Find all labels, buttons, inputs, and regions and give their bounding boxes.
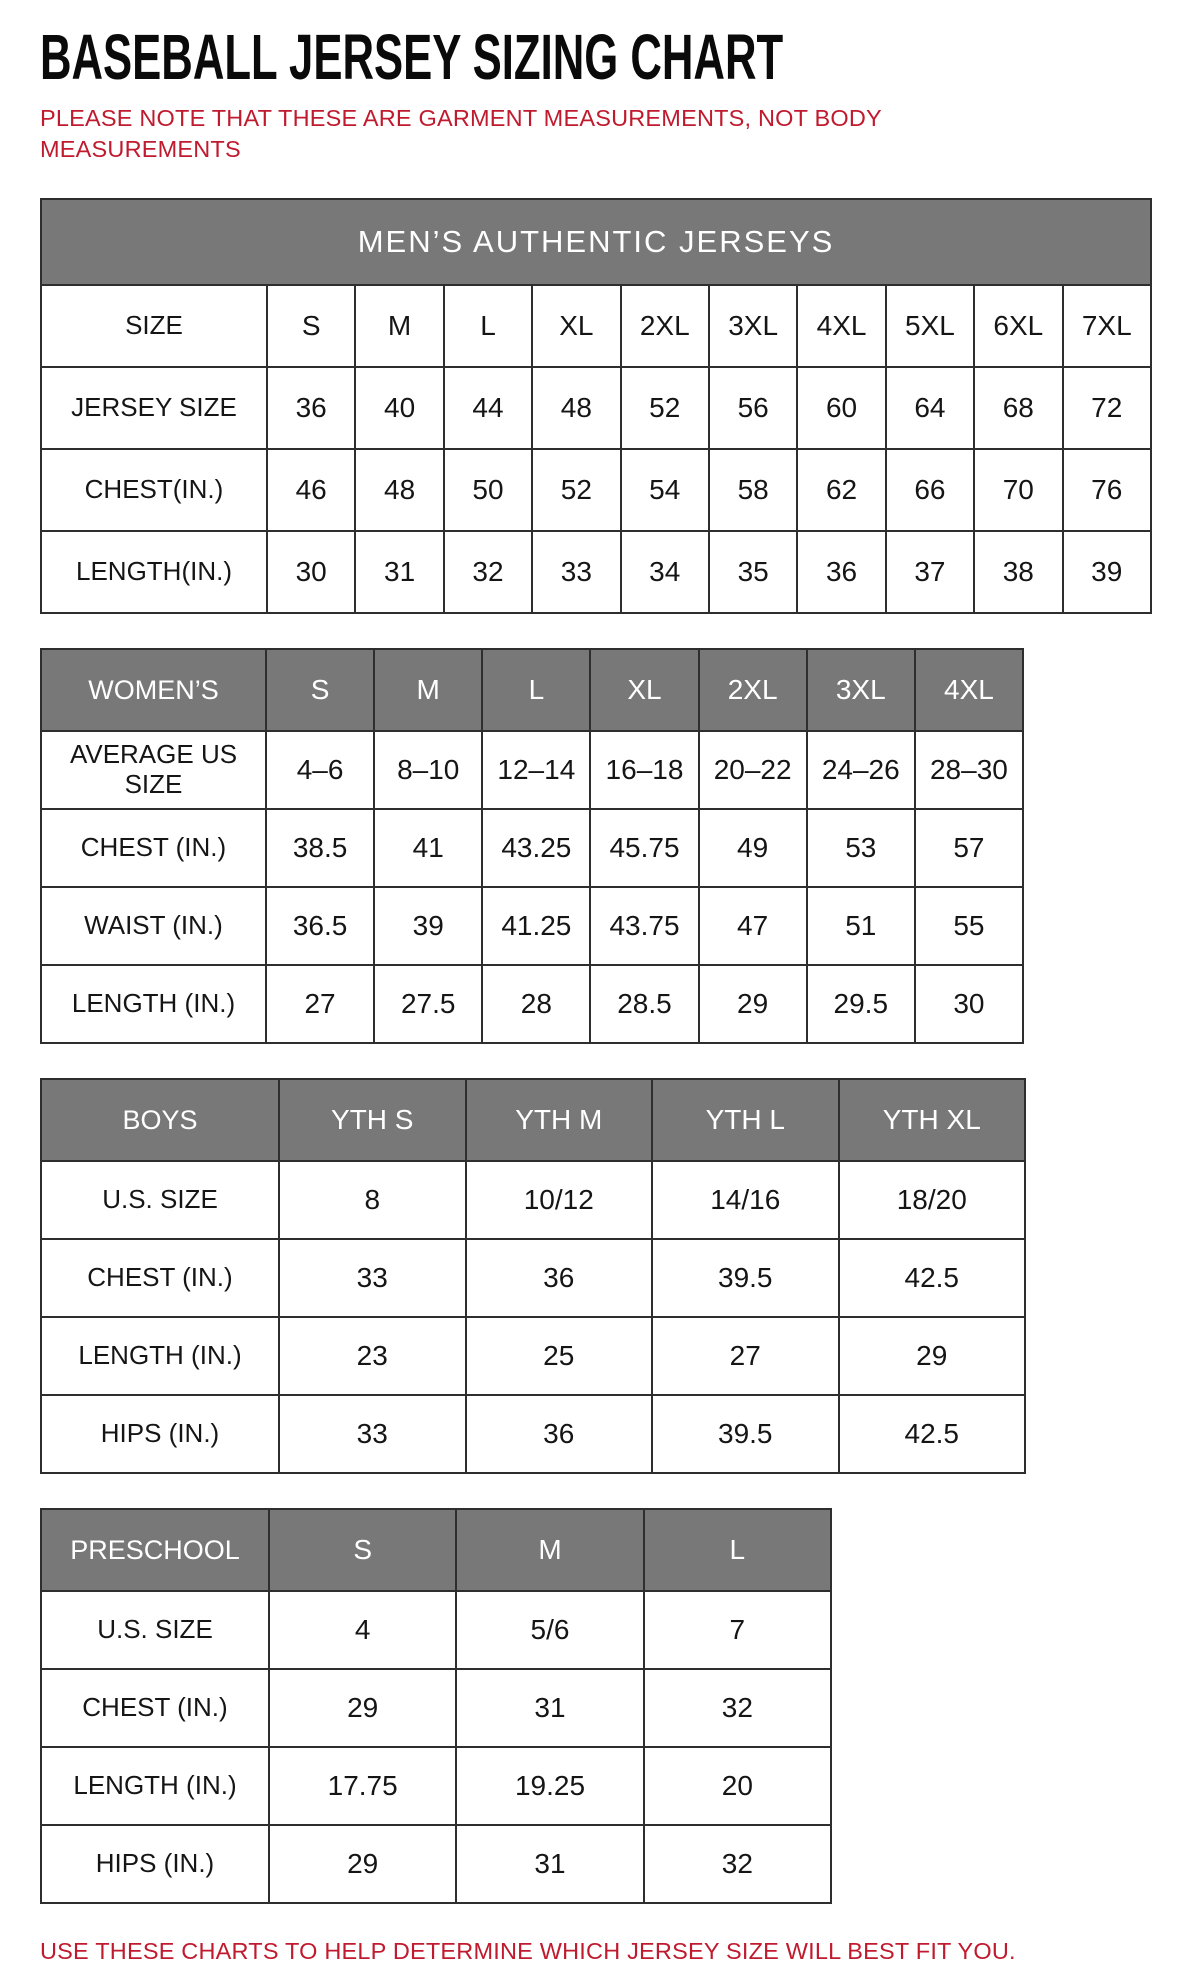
- womens-column-header: 3XL: [807, 649, 915, 731]
- mens-value-cell: L: [444, 285, 532, 367]
- boys-value-cell: 23: [279, 1317, 466, 1395]
- womens-value-cell: 12–14: [482, 731, 590, 809]
- page-title: BASEBALL JERSEY SIZING CHART: [40, 21, 784, 93]
- womens-header-label: WOMEN’S: [41, 649, 266, 731]
- mens-value-cell: 60: [797, 367, 885, 449]
- womens-row-label: WAIST (IN.): [41, 887, 266, 965]
- womens-column-header: S: [266, 649, 374, 731]
- preschool-row-label: U.S. SIZE: [41, 1591, 269, 1669]
- preschool-value-cell: 31: [456, 1669, 643, 1747]
- preschool-column-header: M: [456, 1509, 643, 1591]
- preschool-value-cell: 32: [644, 1825, 831, 1903]
- boys-row-label: LENGTH (IN.): [41, 1317, 279, 1395]
- mens-value-cell: 54: [621, 449, 709, 531]
- mens-row: [41, 531, 1151, 613]
- womens-row: [41, 731, 1023, 809]
- boys-row-label: HIPS (IN.): [41, 1395, 279, 1473]
- mens-value-cell: 35: [709, 531, 797, 613]
- womens-value-cell: 49: [699, 809, 807, 887]
- boys-value-cell: 25: [466, 1317, 653, 1395]
- mens-value-cell: 56: [709, 367, 797, 449]
- boys-row: [41, 1161, 1025, 1239]
- womens-value-cell: 41: [374, 809, 482, 887]
- mens-value-cell: 66: [886, 449, 974, 531]
- mens-value-cell: 38: [974, 531, 1062, 613]
- preschool-value-cell: 20: [644, 1747, 831, 1825]
- boys-value-cell: 18/20: [839, 1161, 1026, 1239]
- mens-value-cell: 37: [886, 531, 974, 613]
- boys-value-cell: 36: [466, 1239, 653, 1317]
- boys-row: [41, 1239, 1025, 1317]
- boys-value-cell: 42.5: [839, 1239, 1026, 1317]
- womens-value-cell: 45.75: [590, 809, 698, 887]
- preschool-row-label: LENGTH (IN.): [41, 1747, 269, 1825]
- preschool-header-label: PRESCHOOL: [41, 1509, 269, 1591]
- womens-value-cell: 57: [915, 809, 1023, 887]
- womens-value-cell: 20–22: [699, 731, 807, 809]
- boys-value-cell: 39.5: [652, 1239, 839, 1317]
- mens-row-label: CHEST(IN.): [41, 449, 267, 531]
- womens-value-cell: 16–18: [590, 731, 698, 809]
- womens-row: [41, 809, 1023, 887]
- preschool-value-cell: 29: [269, 1825, 456, 1903]
- boys-row: [41, 1317, 1025, 1395]
- boys-value-cell: 42.5: [839, 1395, 1026, 1473]
- womens-value-cell: 28: [482, 965, 590, 1043]
- mens-value-cell: 48: [355, 449, 443, 531]
- womens-value-cell: 29.5: [807, 965, 915, 1043]
- preschool-value-cell: 19.25: [456, 1747, 643, 1825]
- womens-value-cell: 24–26: [807, 731, 915, 809]
- boys-column-header: YTH XL: [839, 1079, 1026, 1161]
- mens-value-cell: 46: [267, 449, 355, 531]
- womens-column-header: M: [374, 649, 482, 731]
- boys-value-cell: 39.5: [652, 1395, 839, 1473]
- mens-value-cell: 5XL: [886, 285, 974, 367]
- womens-value-cell: 39: [374, 887, 482, 965]
- preschool-value-cell: 7: [644, 1591, 831, 1669]
- mens-row-label: JERSEY SIZE: [41, 367, 267, 449]
- womens-value-cell: 4–6: [266, 731, 374, 809]
- mens-row: [41, 285, 1151, 367]
- mens-value-cell: 6XL: [974, 285, 1062, 367]
- mens-banner: MEN’S AUTHENTIC JERSEYS: [41, 199, 1151, 285]
- boys-value-cell: 10/12: [466, 1161, 653, 1239]
- boys-column-header: YTH M: [466, 1079, 653, 1161]
- mens-value-cell: 2XL: [621, 285, 709, 367]
- mens-value-cell: M: [355, 285, 443, 367]
- mens-row-label: SIZE: [41, 285, 267, 367]
- preschool-value-cell: 31: [456, 1825, 643, 1903]
- womens-value-cell: 55: [915, 887, 1023, 965]
- mens-value-cell: 76: [1063, 449, 1151, 531]
- mens-row-label: LENGTH(IN.): [41, 531, 267, 613]
- boys-column-header: YTH L: [652, 1079, 839, 1161]
- mens-value-cell: 36: [267, 367, 355, 449]
- garment-measurement-note: PLEASE NOTE THAT THESE ARE GARMENT MEASUREMENTS, NOT BODY MEASUREMENTS: [40, 105, 882, 162]
- preschool-row-label: HIPS (IN.): [41, 1825, 269, 1903]
- boys-sizing-table: [40, 1078, 1026, 1474]
- mens-banner-row: [41, 199, 1151, 285]
- womens-column-header: XL: [590, 649, 698, 731]
- boys-value-cell: 33: [279, 1239, 466, 1317]
- mens-row: [41, 367, 1151, 449]
- womens-row-label: AVERAGE US SIZE: [41, 731, 266, 809]
- womens-column-header: L: [482, 649, 590, 731]
- boys-value-cell: 29: [839, 1317, 1026, 1395]
- mens-value-cell: 7XL: [1063, 285, 1151, 367]
- mens-value-cell: 48: [532, 367, 620, 449]
- mens-value-cell: 52: [621, 367, 709, 449]
- mens-value-cell: 72: [1063, 367, 1151, 449]
- mens-value-cell: XL: [532, 285, 620, 367]
- womens-value-cell: 38.5: [266, 809, 374, 887]
- mens-value-cell: S: [267, 285, 355, 367]
- womens-row-label: LENGTH (IN.): [41, 965, 266, 1043]
- womens-row: [41, 887, 1023, 965]
- mens-value-cell: 32: [444, 531, 532, 613]
- boys-value-cell: 36: [466, 1395, 653, 1473]
- womens-value-cell: 30: [915, 965, 1023, 1043]
- womens-value-cell: 51: [807, 887, 915, 965]
- mens-value-cell: 44: [444, 367, 532, 449]
- mens-value-cell: 50: [444, 449, 532, 531]
- mens-value-cell: 4XL: [797, 285, 885, 367]
- mens-value-cell: 39: [1063, 531, 1151, 613]
- preschool-sizing-table: [40, 1508, 832, 1904]
- womens-value-cell: 43.25: [482, 809, 590, 887]
- preschool-value-cell: 4: [269, 1591, 456, 1669]
- mens-value-cell: 3XL: [709, 285, 797, 367]
- womens-value-cell: 41.25: [482, 887, 590, 965]
- womens-value-cell: 28–30: [915, 731, 1023, 809]
- mens-row: [41, 449, 1151, 531]
- preschool-header-row: [41, 1509, 831, 1591]
- boys-column-header: YTH S: [279, 1079, 466, 1161]
- mens-value-cell: 68: [974, 367, 1062, 449]
- womens-value-cell: 28.5: [590, 965, 698, 1043]
- boys-header-row: [41, 1079, 1025, 1161]
- womens-row-label: CHEST (IN.): [41, 809, 266, 887]
- preschool-column-header: S: [269, 1509, 456, 1591]
- boys-row-label: U.S. SIZE: [41, 1161, 279, 1239]
- mens-authentic-jerseys-table: [40, 198, 1152, 614]
- womens-value-cell: 36.5: [266, 887, 374, 965]
- footer-note: USE THESE CHARTS TO HELP DETERMINE WHICH JERSEY SIZE WILL BEST FIT YOU.: [40, 1938, 1016, 1965]
- boys-value-cell: 8: [279, 1161, 466, 1239]
- mens-value-cell: 64: [886, 367, 974, 449]
- preschool-value-cell: 32: [644, 1669, 831, 1747]
- mens-value-cell: 58: [709, 449, 797, 531]
- womens-value-cell: 43.75: [590, 887, 698, 965]
- womens-value-cell: 53: [807, 809, 915, 887]
- boys-header-label: BOYS: [41, 1079, 279, 1161]
- preschool-value-cell: 29: [269, 1669, 456, 1747]
- mens-value-cell: 33: [532, 531, 620, 613]
- mens-value-cell: 62: [797, 449, 885, 531]
- preschool-value-cell: 5/6: [456, 1591, 643, 1669]
- womens-header-row: [41, 649, 1023, 731]
- mens-value-cell: 40: [355, 367, 443, 449]
- boys-value-cell: 33: [279, 1395, 466, 1473]
- mens-value-cell: 52: [532, 449, 620, 531]
- womens-value-cell: 27: [266, 965, 374, 1043]
- preschool-row: [41, 1669, 831, 1747]
- womens-column-header: 4XL: [915, 649, 1023, 731]
- preschool-value-cell: 17.75: [269, 1747, 456, 1825]
- preschool-row: [41, 1591, 831, 1669]
- mens-value-cell: 34: [621, 531, 709, 613]
- boys-value-cell: 14/16: [652, 1161, 839, 1239]
- womens-value-cell: 27.5: [374, 965, 482, 1043]
- boys-value-cell: 27: [652, 1317, 839, 1395]
- mens-value-cell: 70: [974, 449, 1062, 531]
- womens-column-header: 2XL: [699, 649, 807, 731]
- mens-value-cell: 31: [355, 531, 443, 613]
- womens-sizing-table: [40, 648, 1024, 1044]
- womens-value-cell: 47: [699, 887, 807, 965]
- womens-value-cell: 8–10: [374, 731, 482, 809]
- preschool-row: [41, 1747, 831, 1825]
- boys-row-label: CHEST (IN.): [41, 1239, 279, 1317]
- boys-row: [41, 1395, 1025, 1473]
- womens-row: [41, 965, 1023, 1043]
- preschool-row: [41, 1825, 831, 1903]
- preschool-row-label: CHEST (IN.): [41, 1669, 269, 1747]
- mens-value-cell: 30: [267, 531, 355, 613]
- preschool-column-header: L: [644, 1509, 831, 1591]
- mens-value-cell: 36: [797, 531, 885, 613]
- womens-value-cell: 29: [699, 965, 807, 1043]
